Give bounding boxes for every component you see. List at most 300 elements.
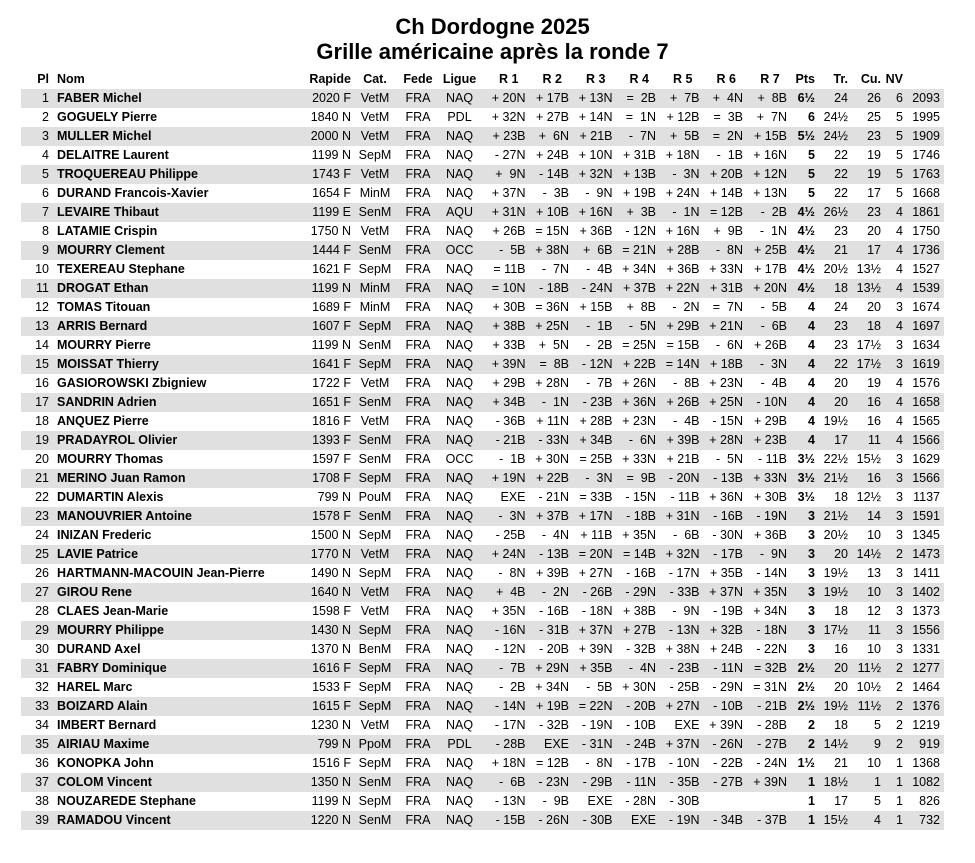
federation: FRA <box>399 697 437 716</box>
performance: 1591 <box>903 507 944 526</box>
round-6-result: - 34B <box>700 811 744 830</box>
player-name: LATAMIE Crispin <box>57 224 158 238</box>
player-name: IMBERT Bernard <box>57 718 157 732</box>
wins: 4 <box>896 224 903 238</box>
round-3-result: = 20N <box>569 545 613 564</box>
round-4-result: - 7N <box>613 127 657 146</box>
rapide-rating: 1199 E <box>295 203 351 222</box>
round-7-result: - 27B <box>743 735 787 754</box>
round-4-result: + 31B <box>622 148 656 162</box>
truncated: 21 <box>834 756 848 770</box>
performance: 1566 <box>903 431 944 450</box>
round-1-result: - 15B <box>482 811 526 830</box>
round-2-result: - 3B <box>542 186 569 200</box>
round-2-result: - 23N <box>526 773 570 792</box>
table-row <box>21 659 944 678</box>
truncated: 22 <box>815 355 848 374</box>
round-2-result: + 39B <box>535 566 569 580</box>
rapide-rating: 1640 N <box>295 583 351 602</box>
performance: 1619 <box>903 355 944 374</box>
round-5-result: - 3N <box>656 165 700 184</box>
round-6-result: + 35B <box>709 566 743 580</box>
rapide-rating: 1430 N <box>295 621 351 640</box>
round-4-result: + 13B <box>613 165 657 184</box>
federation: FRA <box>399 735 437 754</box>
player-name: GIROU Rene <box>55 583 295 602</box>
round-3-result: - 24N <box>569 279 613 298</box>
place: 4 <box>42 148 49 162</box>
table-row <box>21 298 944 317</box>
round-6-result: = 3B <box>713 110 743 124</box>
federation: FRA <box>399 431 437 450</box>
round-5-result: + 36B <box>666 262 700 276</box>
truncated: 21½ <box>815 469 848 488</box>
performance: 919 <box>903 735 944 754</box>
truncated: 20 <box>834 376 848 390</box>
round-4-result: - 12N <box>625 224 656 238</box>
round-6-result: - 10B <box>700 697 744 716</box>
round-5-result: + 29B <box>656 317 700 336</box>
round-7-result: + 33N <box>743 469 787 488</box>
category: VetM <box>360 110 390 124</box>
round-3-result: + 39N <box>578 642 613 656</box>
round-7-result: - 10N <box>743 393 787 412</box>
cumulative: 5 <box>874 794 881 808</box>
place: 14 <box>35 338 49 352</box>
league: NAQ <box>437 279 482 298</box>
rapide-rating: 1444 F <box>295 241 351 260</box>
round-6-result: + 23N <box>709 376 743 390</box>
table-row <box>21 431 944 450</box>
truncated: 23 <box>815 317 848 336</box>
round-2-result: + 37B <box>526 507 570 526</box>
league: NAQ <box>437 355 482 374</box>
federation: FRA <box>399 507 437 526</box>
points: 4 <box>808 338 815 352</box>
round-6-result: = 7N <box>712 300 743 314</box>
round-1-result: + 35N <box>491 604 526 618</box>
place: 33 <box>21 697 55 716</box>
wins: 5 <box>881 127 903 146</box>
player-name: MULLER Michel <box>55 127 295 146</box>
round-4-result: + 27B <box>613 621 657 640</box>
points: 2½ <box>787 697 815 716</box>
table-row <box>21 583 944 602</box>
round-3-result: + 21B <box>569 127 613 146</box>
category: SepM <box>358 756 392 770</box>
table-row <box>21 545 944 564</box>
col-header-place: Pl <box>37 72 49 86</box>
cumulative: 5 <box>874 718 881 732</box>
round-2-result: + 29N <box>526 659 570 678</box>
truncated: 20½ <box>823 262 848 276</box>
place: 7 <box>21 203 55 222</box>
wins: 3 <box>896 528 903 542</box>
federation: FRA <box>399 659 437 678</box>
performance: 1634 <box>912 338 940 352</box>
category: MinM <box>351 279 399 298</box>
table-row <box>21 811 944 830</box>
round-3-result: + 35B <box>569 659 613 678</box>
round-3-result: - 7B <box>586 376 613 390</box>
table-row <box>21 469 944 488</box>
player-name: HARTMANN-MACOUIN Jean-Pierre <box>57 566 265 580</box>
round-2-result: + 19B <box>526 697 570 716</box>
round-2-result: + 28N <box>535 376 569 390</box>
performance: 1995 <box>912 110 940 124</box>
rapide-rating: 1220 N <box>295 811 351 830</box>
round-4-result: - 16B <box>626 566 656 580</box>
federation: FRA <box>399 393 437 412</box>
league: NAQ <box>437 697 482 716</box>
player-name: RAMADOU Vincent <box>55 811 295 830</box>
player-name: LEVAIRE Thibaut <box>55 203 295 222</box>
round-2-result: + 10B <box>526 203 570 222</box>
round-7-result: + 7N <box>756 110 787 124</box>
points: 3 <box>808 604 815 618</box>
table-row <box>21 621 944 640</box>
place: 18 <box>35 414 49 428</box>
truncated: 15½ <box>815 811 848 830</box>
place: 25 <box>21 545 55 564</box>
round-2-result: + 34N <box>535 680 569 694</box>
round-4-result: - 11N <box>613 773 657 792</box>
table-row <box>21 222 944 241</box>
round-4-result: = 21N <box>613 241 657 260</box>
table-row <box>21 792 944 811</box>
round-2-result: - 13B <box>526 545 570 564</box>
cumulative: 13 <box>867 566 881 580</box>
cumulative: 13½ <box>856 262 881 276</box>
round-5-result: + 27N <box>656 697 700 716</box>
league: NAQ <box>445 376 474 390</box>
place: 20 <box>35 452 49 466</box>
league: NAQ <box>445 490 474 504</box>
place: 26 <box>35 566 49 580</box>
player-name: DURAND Francois-Xavier <box>57 186 209 200</box>
player-name: MOURRY Philippe <box>55 621 295 640</box>
performance: 1566 <box>903 469 944 488</box>
round-6-result: - 29N <box>712 680 743 694</box>
rapide-rating: 1199 N <box>311 338 351 352</box>
points: 4 <box>808 376 815 390</box>
rapide-rating: 1578 F <box>295 507 351 526</box>
category: VetM <box>351 583 399 602</box>
col-header-wins: NV <box>885 72 903 86</box>
federation: FRA <box>405 300 431 314</box>
round-4-result: - 18B <box>613 507 657 526</box>
truncated: 24½ <box>823 110 848 124</box>
league: NAQ <box>437 659 482 678</box>
federation: FRA <box>405 490 431 504</box>
cumulative: 10 <box>867 642 881 656</box>
category: SepM <box>358 794 392 808</box>
wins: 3 <box>896 452 903 466</box>
round-4-result: - 6N <box>613 431 657 450</box>
place: 9 <box>21 241 55 260</box>
round-3-result: + 14N <box>578 110 613 124</box>
round-5-result: - 25B <box>669 680 700 694</box>
round-5-result: + 32N <box>656 545 700 564</box>
truncated: 23 <box>834 338 848 352</box>
place: 28 <box>35 604 49 618</box>
table-header-row <box>21 69 944 89</box>
round-3-result: - 9N <box>585 186 613 200</box>
wins: 3 <box>896 642 903 656</box>
round-3-result: - 5B <box>586 680 613 694</box>
round-3-result: + 10N <box>578 148 613 162</box>
round-3-result: + 11B <box>580 528 613 542</box>
round-4-result: + 37B <box>613 279 657 298</box>
round-5-result: - 6B <box>673 528 700 542</box>
league: NAQ <box>437 393 482 412</box>
round-1-result: - 1B <box>499 452 526 466</box>
place: 23 <box>21 507 55 526</box>
points: 1½ <box>797 756 815 770</box>
round-4-result: + 36N <box>613 393 657 412</box>
round-7-result: + 34N <box>753 604 787 618</box>
rapide-rating: 799 N <box>295 735 351 754</box>
round-1-result: + 4B <box>482 583 526 602</box>
place: 36 <box>35 756 49 770</box>
round-3-result: - 18N <box>581 604 613 618</box>
round-2-result: - 26N <box>526 811 570 830</box>
federation: FRA <box>405 642 431 656</box>
rapide-rating: 1350 N <box>295 773 351 792</box>
truncated: 14½ <box>815 735 848 754</box>
truncated: 22 <box>834 186 848 200</box>
federation: FRA <box>399 469 437 488</box>
federation: FRA <box>399 127 437 146</box>
performance: 1331 <box>912 642 940 656</box>
wins: 5 <box>896 148 903 162</box>
wins: 3 <box>896 490 903 504</box>
points: 3 <box>808 566 815 580</box>
round-5-result: - 19N <box>656 811 700 830</box>
points: 4 <box>808 300 815 314</box>
wins: 3 <box>881 355 903 374</box>
performance: 732 <box>903 811 944 830</box>
category: SenM <box>351 241 399 260</box>
cumulative: 20 <box>867 300 881 314</box>
round-4-result: = 9B <box>613 469 657 488</box>
rapide-rating: 1689 F <box>312 300 351 314</box>
col-header-round-2: R 2 <box>542 72 562 86</box>
round-2-result: - 31B <box>526 621 570 640</box>
wins: 5 <box>896 110 903 124</box>
round-3-result: + 13N <box>569 89 613 108</box>
place: 24 <box>35 528 49 542</box>
wins: 4 <box>881 279 903 298</box>
cumulative: 12½ <box>856 490 881 504</box>
performance: 2093 <box>903 89 944 108</box>
place: 31 <box>21 659 55 678</box>
points: 4 <box>808 414 815 428</box>
round-2-result: - 32B <box>539 718 569 732</box>
cumulative: 10 <box>867 528 881 542</box>
league: NAQ <box>437 583 482 602</box>
player-name: COLOM Vincent <box>55 773 295 792</box>
col-header-category: Cat. <box>363 72 387 86</box>
points: 3½ <box>797 490 815 504</box>
round-6-result: + 32B <box>700 621 744 640</box>
performance: 1750 <box>912 224 940 238</box>
points: 3 <box>787 507 815 526</box>
round-5-result: + 16N <box>665 224 700 238</box>
league: OCC <box>445 452 474 466</box>
federation: FRA <box>399 89 437 108</box>
place: 22 <box>35 490 49 504</box>
round-2-result: = 12B <box>535 756 569 770</box>
league: NAQ <box>437 89 482 108</box>
league: PDL <box>437 735 482 754</box>
round-6-result: + 39N <box>709 718 743 732</box>
round-2-result: = 15N <box>535 224 569 238</box>
rapide-rating: 1651 F <box>295 393 351 412</box>
cumulative: 9 <box>848 735 881 754</box>
player-name: DROGAT Ethan <box>55 279 295 298</box>
round-5-result: - 8B <box>673 376 700 390</box>
round-5-result: + 37N <box>656 735 700 754</box>
round-3-result: + 36B <box>579 224 613 238</box>
round-7-result: + 35N <box>743 583 787 602</box>
federation: FRA <box>399 773 437 792</box>
category: BenM <box>358 642 392 656</box>
round-7-result: + 16N <box>753 148 787 162</box>
place: 15 <box>21 355 55 374</box>
league: NAQ <box>445 718 474 732</box>
category: SepM <box>351 355 399 374</box>
round-5-result: - 23B <box>656 659 700 678</box>
round-5-result: - 1N <box>656 203 700 222</box>
round-1-result: = 10N <box>482 279 526 298</box>
round-4-result: + 30N <box>622 680 656 694</box>
player-name: CLAES Jean-Marie <box>57 604 169 618</box>
category: SepM <box>358 528 392 542</box>
round-4-result: - 15N <box>625 490 656 504</box>
place: 17 <box>21 393 55 412</box>
round-7-result: - 6B <box>743 317 787 336</box>
round-6-result: - 8N <box>700 241 744 260</box>
player-name: BOIZARD Alain <box>55 697 295 716</box>
round-6-result: - 19B <box>713 604 743 618</box>
cumulative: 10 <box>848 583 881 602</box>
points: 2 <box>808 718 815 732</box>
league: NAQ <box>445 414 474 428</box>
col-header-round-3: R 3 <box>586 72 606 86</box>
round-5-result: + 18N <box>665 148 700 162</box>
points: 4½ <box>797 262 815 276</box>
table-row <box>21 241 944 260</box>
performance: 1219 <box>912 718 940 732</box>
round-3-result: = 25B <box>579 452 613 466</box>
round-2-result: + 5N <box>538 338 569 352</box>
round-4-result: + 33N <box>622 452 656 466</box>
round-3-result: + 28B <box>579 414 613 428</box>
category: MinM <box>359 186 391 200</box>
rapide-rating: 1621 F <box>312 262 351 276</box>
points: 4½ <box>787 279 815 298</box>
truncated: 18½ <box>815 773 848 792</box>
round-3-result: - 19N <box>581 718 613 732</box>
player-name: FABRY Dominique <box>55 659 295 678</box>
round-1-result: = 11B <box>493 262 526 276</box>
round-3-result: + 37N <box>569 621 613 640</box>
cumulative: 26 <box>848 89 881 108</box>
round-5-result: - 17N <box>668 566 700 580</box>
truncated: 18 <box>834 604 848 618</box>
round-4-result: + 34N <box>622 262 656 276</box>
round-1-result: - 8N <box>498 566 526 580</box>
wins: 3 <box>896 604 903 618</box>
round-1-result: - 21B <box>482 431 526 450</box>
round-4-result: - 10B <box>626 718 656 732</box>
round-3-result: + 6B <box>569 241 613 260</box>
round-6-result: + 37N <box>700 583 744 602</box>
category: VetM <box>360 224 390 238</box>
cumulative: 16 <box>848 393 881 412</box>
round-6-result: + 21N <box>700 317 744 336</box>
cumulative: 20 <box>867 224 881 238</box>
round-5-result: - 35B <box>656 773 700 792</box>
round-6-result: - 13B <box>700 469 744 488</box>
col-header-rapide: Rapide <box>309 72 351 86</box>
cumulative: 19 <box>867 376 881 390</box>
round-6-result: - 27B <box>700 773 744 792</box>
points: 4 <box>787 393 815 412</box>
round-4-result: = 1N <box>625 110 656 124</box>
player-name: ARRIS Bernard <box>55 317 295 336</box>
wins: 1 <box>896 756 903 770</box>
league: NAQ <box>437 165 482 184</box>
federation: FRA <box>405 566 431 580</box>
col-header-round-4: R 4 <box>629 72 649 86</box>
table-row <box>21 355 944 374</box>
category: VetM <box>351 165 399 184</box>
cumulative: 17½ <box>856 338 881 352</box>
table-row <box>21 146 944 165</box>
round-5-result: + 38N <box>665 642 700 656</box>
round-1-result: - 2B <box>499 680 526 694</box>
table-row <box>21 716 944 735</box>
round-4-result: - 29N <box>613 583 657 602</box>
round-6-result: = 12B <box>700 203 744 222</box>
player-name: DELAITRE Laurent <box>57 148 169 162</box>
league: NAQ <box>445 300 474 314</box>
round-1-result: - 17N <box>494 718 526 732</box>
round-6-result: + 24B <box>709 642 743 656</box>
player-name: MOURRY Thomas <box>57 452 164 466</box>
wins: 3 <box>896 300 903 314</box>
category: SenM <box>351 393 399 412</box>
cumulative: 23 <box>848 127 881 146</box>
round-3-result: - 23B <box>569 393 613 412</box>
federation: FRA <box>405 148 431 162</box>
performance: 1345 <box>912 528 940 542</box>
round-4-result: EXE <box>613 811 657 830</box>
standings-table <box>21 69 944 830</box>
cumulative: 10 <box>867 756 881 770</box>
player-name: MANOUVRIER Antoine <box>55 507 295 526</box>
rapide-rating: 1722 F <box>312 376 351 390</box>
round-6-result: + 28N <box>700 431 744 450</box>
round-7-result: + 29B <box>753 414 787 428</box>
performance: 1137 <box>913 490 940 504</box>
category: SepM <box>358 680 392 694</box>
round-3-result: - 8N <box>585 756 613 770</box>
col-header-federation: Fede <box>403 72 433 86</box>
player-name: KONOPKA John <box>57 756 154 770</box>
